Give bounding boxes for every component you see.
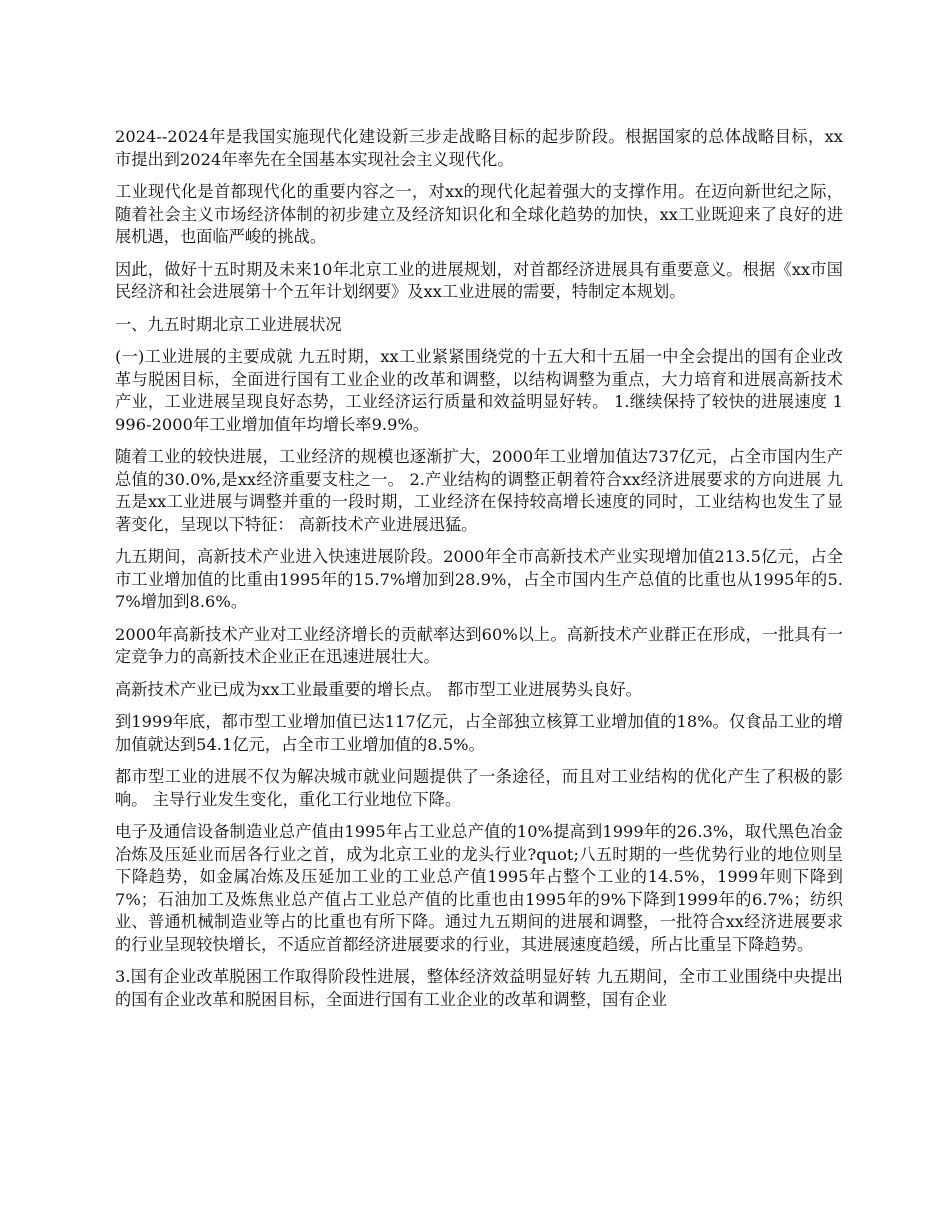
paragraph-industrial-modernization: 工业现代化是首都现代化的重要内容之一，对xx的现代化起着强大的支撑作用。在迈向新世纪之际，随着社会主义市场经济体制的初步建立及经济知识化和全球化趋势的加快，xx工业既迎来了良好的进展机遇，也面临严峻的挑战。 xyxy=(115,182,843,246)
paragraph-leading-industries: 电子及通信设备制造业总产值由1995年占工业总产值的10%提高到1999年的26.3%，取代黑色冶金冶炼及压延业而居各行业之首，成为北京工业的龙头行业?quot;八五时期的一些优势行业的地位则呈下降趋势，如金属冶炼及压延加工业的工业总产值1995年占整个工业的14.5%，1999年则下降到7%；石油加工及炼焦业总产值占工业总产值的比重也由1995年的9%下降到1999年的6.7%；纺织业、普通机械制造业等占的比重也有所下降。通过九五期间的进展和调整，一批符合xx经济进展要求的行业呈现较快增长，不适应首都经济进展要求的行业，其进展速度趋缓，所占比重呈下降趋势。 xyxy=(115,822,843,954)
paragraph-high-tech-contribution: 2000年高新技术产业对工业经济增长的贡献率达到60%以上。高新技术产业群正在形成，一批具有一定竞争力的高新技术企业正在迅速进展壮大。 xyxy=(115,624,843,666)
paragraph-main-achievements: (一)工业进展的主要成就 九五时期，xx工业紧紧围绕党的十五大和十五届一中全会提出的国有企业改革与脱困目标，全面进行国有工业企业的改革和调整，以结构调整为重点，大力培育和进展高新技术产业，工业进展呈现良好态势，工业经济运行质量和效益明显好转。 1.继续保持了较快的进展速度 1996-2000年工业增加值年均增长率9.9%。 xyxy=(115,347,843,434)
paragraph-intro: 2024--2024年是我国实施现代化建设新三步走战略目标的起步阶段。根据国家的总体战略目标，xx市提出到2024年率先在全国基本实现社会主义现代化。 xyxy=(115,127,843,169)
paragraph-soe-reform: 3.国有企业改革脱困工作取得阶段性进展，整体经济效益明显好转 九五期间，全市工业围绕中央提出的国有企业改革和脱困目标，全面进行国有工业企业的改革和调整，国有企业 xyxy=(115,967,843,1009)
document-page xyxy=(115,126,843,1021)
paragraph-urban-industry-impact: 都市型工业的进展不仅为解决城市就业问题提供了一条途径，而且对工业结构的优化产生了积极的影响。 主导行业发生变化，重化工行业地位下降。 xyxy=(115,767,843,809)
section-heading: 一、九五时期北京工业进展状况 xyxy=(115,314,342,334)
paragraph-high-tech-growth: 九五期间，高新技术产业进入快速进展阶段。2000年全市高新技术产业实现增加值213.5亿元，占全市工业增加值的比重由1995年的15.7%增加到28.9%，占全市国内生产总值的比重也从1995年的5.7%增加到8.6%。 xyxy=(115,547,843,611)
paragraph-planning-purpose: 因此，做好十五时期及未来10年北京工业的进展规划，对首都经济进展具有重要意义。根据《xx市国民经济和社会进展第十个五年计划纲要》及xx工业进展的需要，特制定本规划。 xyxy=(115,259,843,301)
paragraph-urban-industry: 到1999年底，都市型工业增加值已达117亿元，占全部独立核算工业增加值的18%。仅食品工业的增加值就达到54.1亿元，占全市工业增加值的8.5%。 xyxy=(115,712,843,754)
paragraph-growth-point: 高新技术产业已成为xx工业最重要的增长点。 都市型工业进展势头良好。 xyxy=(115,679,642,699)
paragraph-scale-and-structure: 随着工业的较快进展，工业经济的规模也逐渐扩大，2000年工业增加值达737亿元，占全市国内生产总值的30.0%,是xx经济重要支柱之一。 2.产业结构的调整正朝着符合xx经济进展要求的方向进展 九五是xx工业进展与调整并重的一段时期，工业经济在保持较高增长速度的同时，工业结构也发生了显著变化，呈现以下特征： 高新技术产业进展迅猛。 xyxy=(115,447,843,534)
